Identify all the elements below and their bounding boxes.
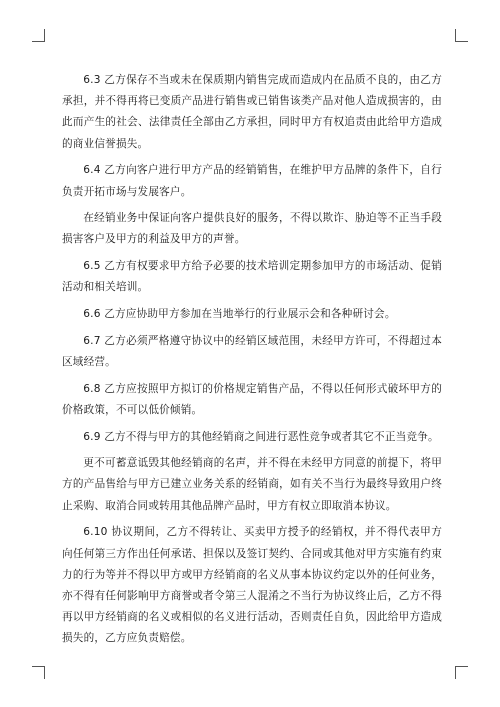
clause-6-8: 6.8 乙方应按照甲方拟订的价格规定销售产品，不得以任何形式破坏甲方的价格政策，不可以低价倾销。 xyxy=(62,382,442,416)
crop-mark-bottom-right xyxy=(455,666,468,679)
clause-6-9-detail: 更不可蓄意诋毁其他经销商的名声，并不得在未经甲方同意的前提下，将甲方的产品售给与甲方已建立业务关系的经销商，如有关不当行为最终导致用户终止采购、取消合同或转用其他品牌产品时，甲方有权立即取消本协议。 xyxy=(62,457,442,512)
clause-6-5: 6.5 乙方有权要求甲方给予必要的技术培训定期参加甲方的市场活动、促销活动和相关培训。 xyxy=(62,260,442,294)
clause-6-10: 6.10 协议期间，乙方不得转让、买卖甲方授予的经销权，并不得代表甲方向任何第三方作出任何承诺、担保以及签订契约、合同或其他对甲方实施有约束力的行为等并不得以甲方或甲方经销商的名义从事本协议约定以外的任何业务，亦不得有任何影响甲方商誉或者令第三人混淆之不当行为协议终止后，乙方不得再以甲方经销商的名义或相似的名义进行活动，否则责任自负，因此给甲方造成损失的，乙方应负责赔偿。 xyxy=(62,526,442,645)
crop-mark-top-left xyxy=(32,29,45,42)
crop-mark-top-right xyxy=(455,29,468,42)
clause-6-6: 6.6 乙方应协助甲方参加在当地举行的行业展示会和各种研讨会。 xyxy=(83,308,396,321)
clause-6-9: 6.9 乙方不得与甲方的其他经销商之间进行恶性竞争或者其它不正当竞争。 xyxy=(83,430,439,443)
clause-6-3: 6.3 乙方保存不当或未在保质期内销售完成而造成内在品质不良的，由乙方承担，并不得再将已变质产品进行销售或已销售该类产品对他人造成损害的，由此而产生的社会、法律责任全部由乙方承担，同时甲方有权追责由此给甲方造成的商业信誉损失。 xyxy=(62,74,442,150)
document-body xyxy=(62,70,442,655)
clause-6-7: 6.7 乙方必须严格遵守协议中的经销区域范围，未经甲方许可，不得超过本区域经营。 xyxy=(62,334,442,368)
crop-mark-bottom-left xyxy=(32,666,45,679)
clause-6-4: 6.4 乙方向客户进行甲方产品的经销销售，在维护甲方品牌的条件下，自行负责开拓市场与发展客户。 xyxy=(62,164,442,198)
clause-6-4-service: 在经销业务中保证向客户提供良好的服务，不得以欺诈、胁迫等不正当手段损害客户及甲方的利益及甲方的声誉。 xyxy=(62,212,442,246)
